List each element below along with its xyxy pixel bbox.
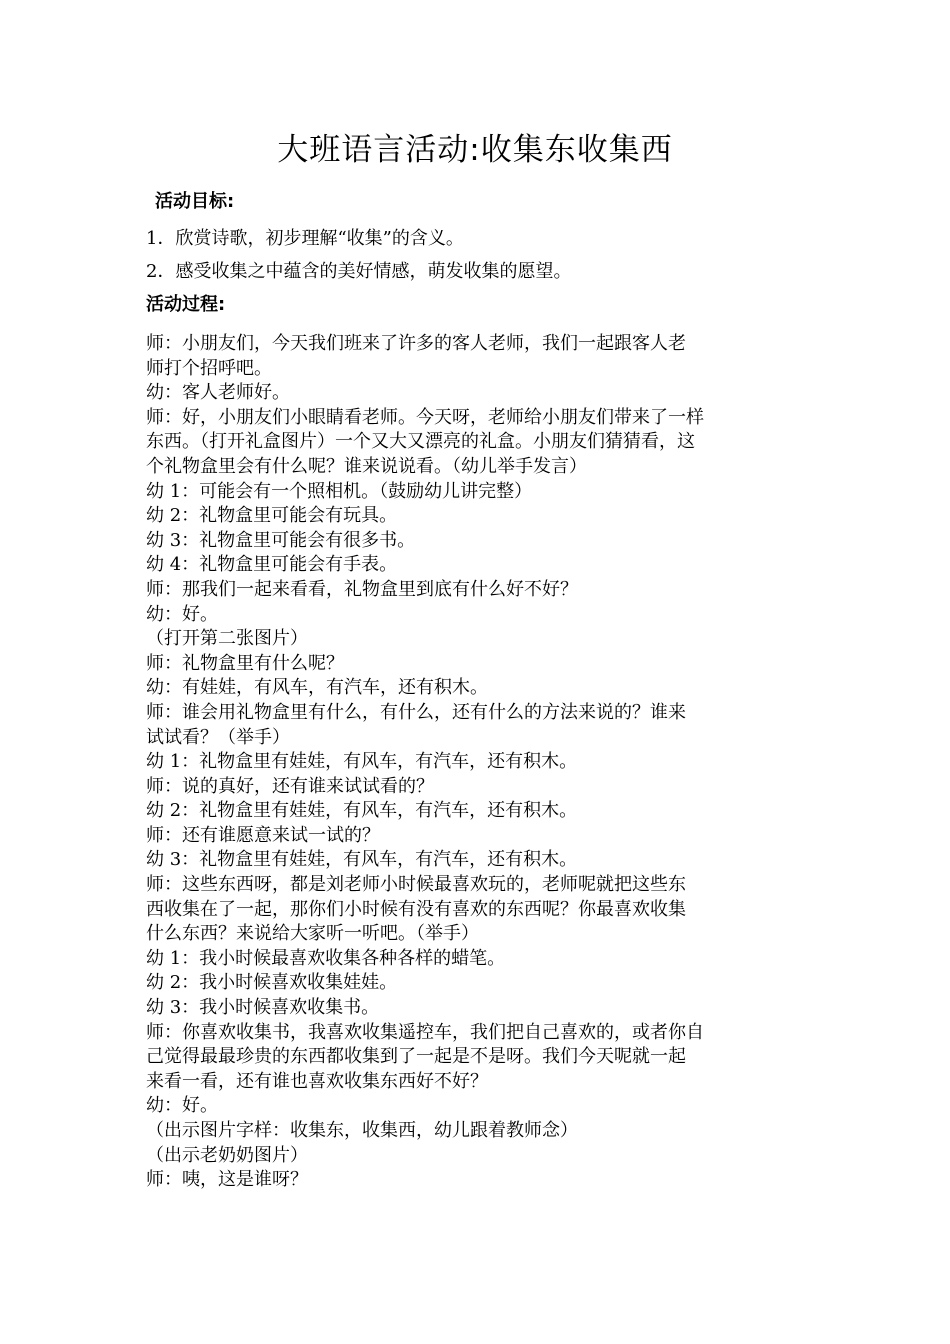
text-line: 幼 3：礼物盒里可能会有很多书。 bbox=[146, 529, 416, 551]
text-line: （打开第二张图片） bbox=[146, 628, 308, 650]
text-line: 己觉得最最珍贵的东西都收集到了一起是不是呀。我们今天呢就一起 bbox=[146, 1046, 686, 1068]
text-line: （出示图片字样：收集东，收集西，幼儿跟着教师念） bbox=[146, 1120, 578, 1141]
text-line: 幼 2：礼物盒里可能会有玩具。 bbox=[146, 505, 398, 527]
goals-list bbox=[146, 226, 826, 292]
text-line: 师打个招呼吧。 bbox=[146, 357, 272, 379]
text-line: 幼：好。 bbox=[146, 1095, 218, 1117]
text-line: 幼 3：我小时候喜欢收集书。 bbox=[146, 997, 380, 1019]
document-title: 大班语言活动:收集东收集西 bbox=[277, 132, 673, 168]
text-line: 师：礼物盒里有什么呢？ bbox=[146, 652, 344, 674]
text-line: 幼 3：礼物盒里有娃娃，有风车，有汽车，还有积木。 bbox=[146, 849, 578, 871]
text-line: 师：咦，这是谁呀？ bbox=[146, 1169, 308, 1191]
text-line: 师：说的真好，还有谁来试试看的？ bbox=[146, 775, 434, 797]
text-line: 师：好，小朋友们小眼睛看老师。今天呀，老师给小朋友们带来了一样 bbox=[146, 406, 704, 428]
text-line: 幼：有娃娃，有风车，有汽车，还有积木。 bbox=[146, 677, 488, 699]
text-line: 师：那我们一起来看看，礼物盒里到底有什么好不好？ bbox=[146, 578, 578, 600]
text-line: 幼 4：礼物盒里可能会有手表。 bbox=[146, 554, 398, 576]
text-line: 师：谁会用礼物盒里有什么，有什么，还有什么的方法来说的？谁来 bbox=[146, 701, 686, 723]
text-line: （出示老奶奶图片） bbox=[146, 1144, 308, 1166]
goal-item: 2．感受收集之中蕴含的美好情感，萌发收集的愿望。 bbox=[146, 261, 572, 282]
text-line: 幼：好。 bbox=[146, 603, 218, 625]
text-line: 幼 1：可能会有一个照相机。（鼓励幼儿讲完整） bbox=[146, 480, 533, 502]
text-line: 来看一看，还有谁也喜欢收集东西好不好？ bbox=[146, 1070, 488, 1092]
text-line: 幼 1：礼物盒里有娃娃，有风车，有汽车，还有积木。 bbox=[146, 751, 578, 773]
dialogue-text bbox=[146, 332, 814, 1193]
text-line: 师：小朋友们，今天我们班来了许多的客人老师，我们一起跟客人老 bbox=[146, 333, 686, 354]
goal-item: 1．欣赏诗歌，初步理解“收集”的含义。 bbox=[146, 228, 464, 249]
text-line: 西收集在了一起，那你们小时候有没有喜欢的东西呢？你最喜欢收集 bbox=[146, 898, 686, 920]
goals-heading: 活动目标: bbox=[155, 191, 235, 212]
text-line: 幼 2：礼物盒里有娃娃，有风车，有汽车，还有积木。 bbox=[146, 800, 578, 822]
text-line: 什么东西？来说给大家听一听吧。（举手） bbox=[146, 923, 479, 945]
text-line: 师：这些东西呀，都是刘老师小时候最喜欢玩的，老师呢就把这些东 bbox=[146, 874, 686, 896]
text-line: 幼：客人老师好。 bbox=[146, 382, 290, 404]
text-line: 东西。（打开礼盒图片）一个又大又漂亮的礼盒。小朋友们猜猜看，这 bbox=[146, 431, 695, 453]
text-line: 个礼物盒里会有什么呢？谁来说说看。（幼儿举手发言） bbox=[146, 455, 587, 477]
text-line: 幼 1：我小时候最喜欢收集各种各样的蜡笔。 bbox=[146, 947, 506, 969]
text-line: 师：还有谁愿意来试一试的？ bbox=[146, 824, 380, 846]
text-line: 幼 2：我小时候喜欢收集娃娃。 bbox=[146, 972, 398, 994]
text-line: 试试看？（举手） bbox=[146, 726, 290, 748]
process-heading: 活动过程: bbox=[146, 294, 226, 315]
text-line: 师：你喜欢收集书，我喜欢收集遥控车，我们把自己喜欢的，或者你自 bbox=[146, 1021, 704, 1043]
